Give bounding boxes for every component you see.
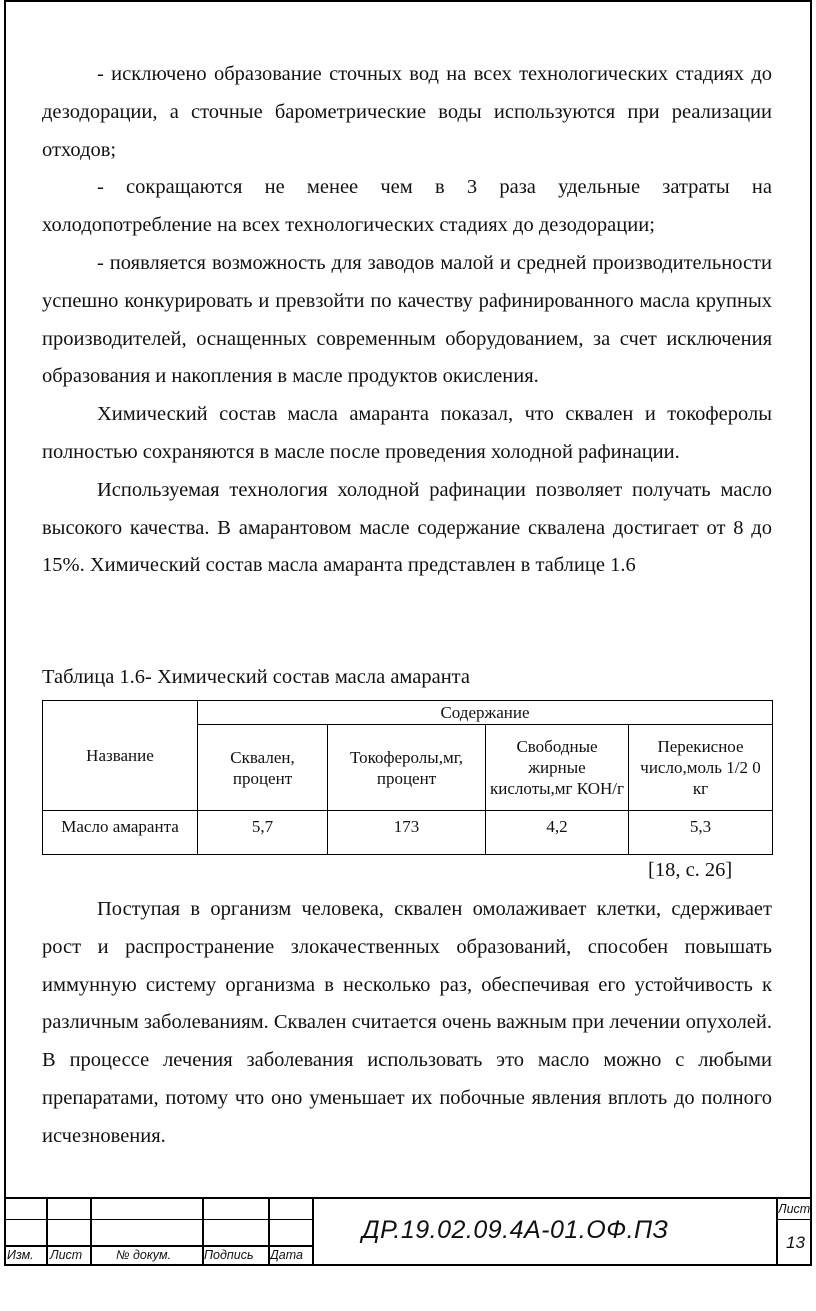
body-text-top xyxy=(42,56,772,585)
label-izm: Изм. xyxy=(7,1248,34,1262)
cell-peroxide-value: 5,3 xyxy=(629,811,773,855)
body-text-bottom xyxy=(42,891,772,1156)
paragraph: Поступая в организм человека, сквален омолаживает клетки, сдерживает рост и распространение злокачественных образований, способен повышать иммунную систему организма в несколько раз, обеспечивая его устойчивость к различным заболеваниям. Сквален считается очень важным при лечении опухолей. В процессе лечения заболевания использовать это масло можно с любыми препаратами, потому что оно уменьшает их побочные явления вплоть до полного исчезновения. xyxy=(42,898,772,1147)
label-date: Дата xyxy=(270,1248,303,1262)
sheet-label: Лист xyxy=(778,1202,811,1216)
label-list: Лист xyxy=(50,1248,83,1262)
paragraph: - сокращаются не менее чем в 3 раза удельные затраты на холодопотребление на всех технологических стадиях до дезодорации; xyxy=(42,176,772,237)
header-squalene: Сквален, процент xyxy=(198,725,328,811)
header-name: Название xyxy=(43,701,198,811)
label-doc-no: № докум. xyxy=(116,1248,172,1262)
header-peroxide-value: Перекисное число,моль 1/2 0 кг xyxy=(629,725,773,811)
table-caption: Таблица 1.6- Химический состав масла амаранта xyxy=(42,666,470,688)
paragraph: Используемая технология холодной рафинации позволяет получать масло высокого качества. В амарантовом масле содержание сквалена достигает от 8 до 15%. Химический состав масла амаранта представлен в таблице 1.6 xyxy=(42,478,772,577)
document-code: ДР.19.02.09.4А-01.ОФ.ПЗ xyxy=(362,1216,669,1244)
table-row xyxy=(43,811,773,855)
cell-free-fatty-acids: 4,2 xyxy=(486,811,629,855)
label-signature: Подпись xyxy=(204,1248,254,1262)
paragraph: Химический состав масла амаранта показал, что сквален и токоферолы полностью сохраняются в масле после проведения холодной рафинации. xyxy=(42,403,772,463)
paragraph: - исключено образование сточных вод на всех технологических стадиях до дезодорации, а сточные барометрические воды используются при реализации отходов; xyxy=(42,63,772,161)
row-name: Масло амаранта xyxy=(43,811,198,855)
table-reference: [18, с. 26] xyxy=(648,859,733,881)
header-free-fatty-acids: Свободные жирные кислоты,мг КОН/г xyxy=(486,725,629,811)
header-tocopherols: Токоферолы,мг, процент xyxy=(328,725,486,811)
chemical-composition-table xyxy=(42,700,773,855)
cell-squalene: 5,7 xyxy=(198,811,328,855)
header-content-group: Содержание xyxy=(198,701,773,725)
cell-tocopherols: 173 xyxy=(328,811,486,855)
paragraph: - появляется возможность для заводов малой и средней производительности успешно конкурировать и превзойти по качеству рафинированного масла крупных производителей, оснащенных современным оборудованием, за счет исключения образования и накопления в масле продуктов окисления. xyxy=(42,251,772,388)
sheet-number: 13 xyxy=(786,1233,805,1252)
